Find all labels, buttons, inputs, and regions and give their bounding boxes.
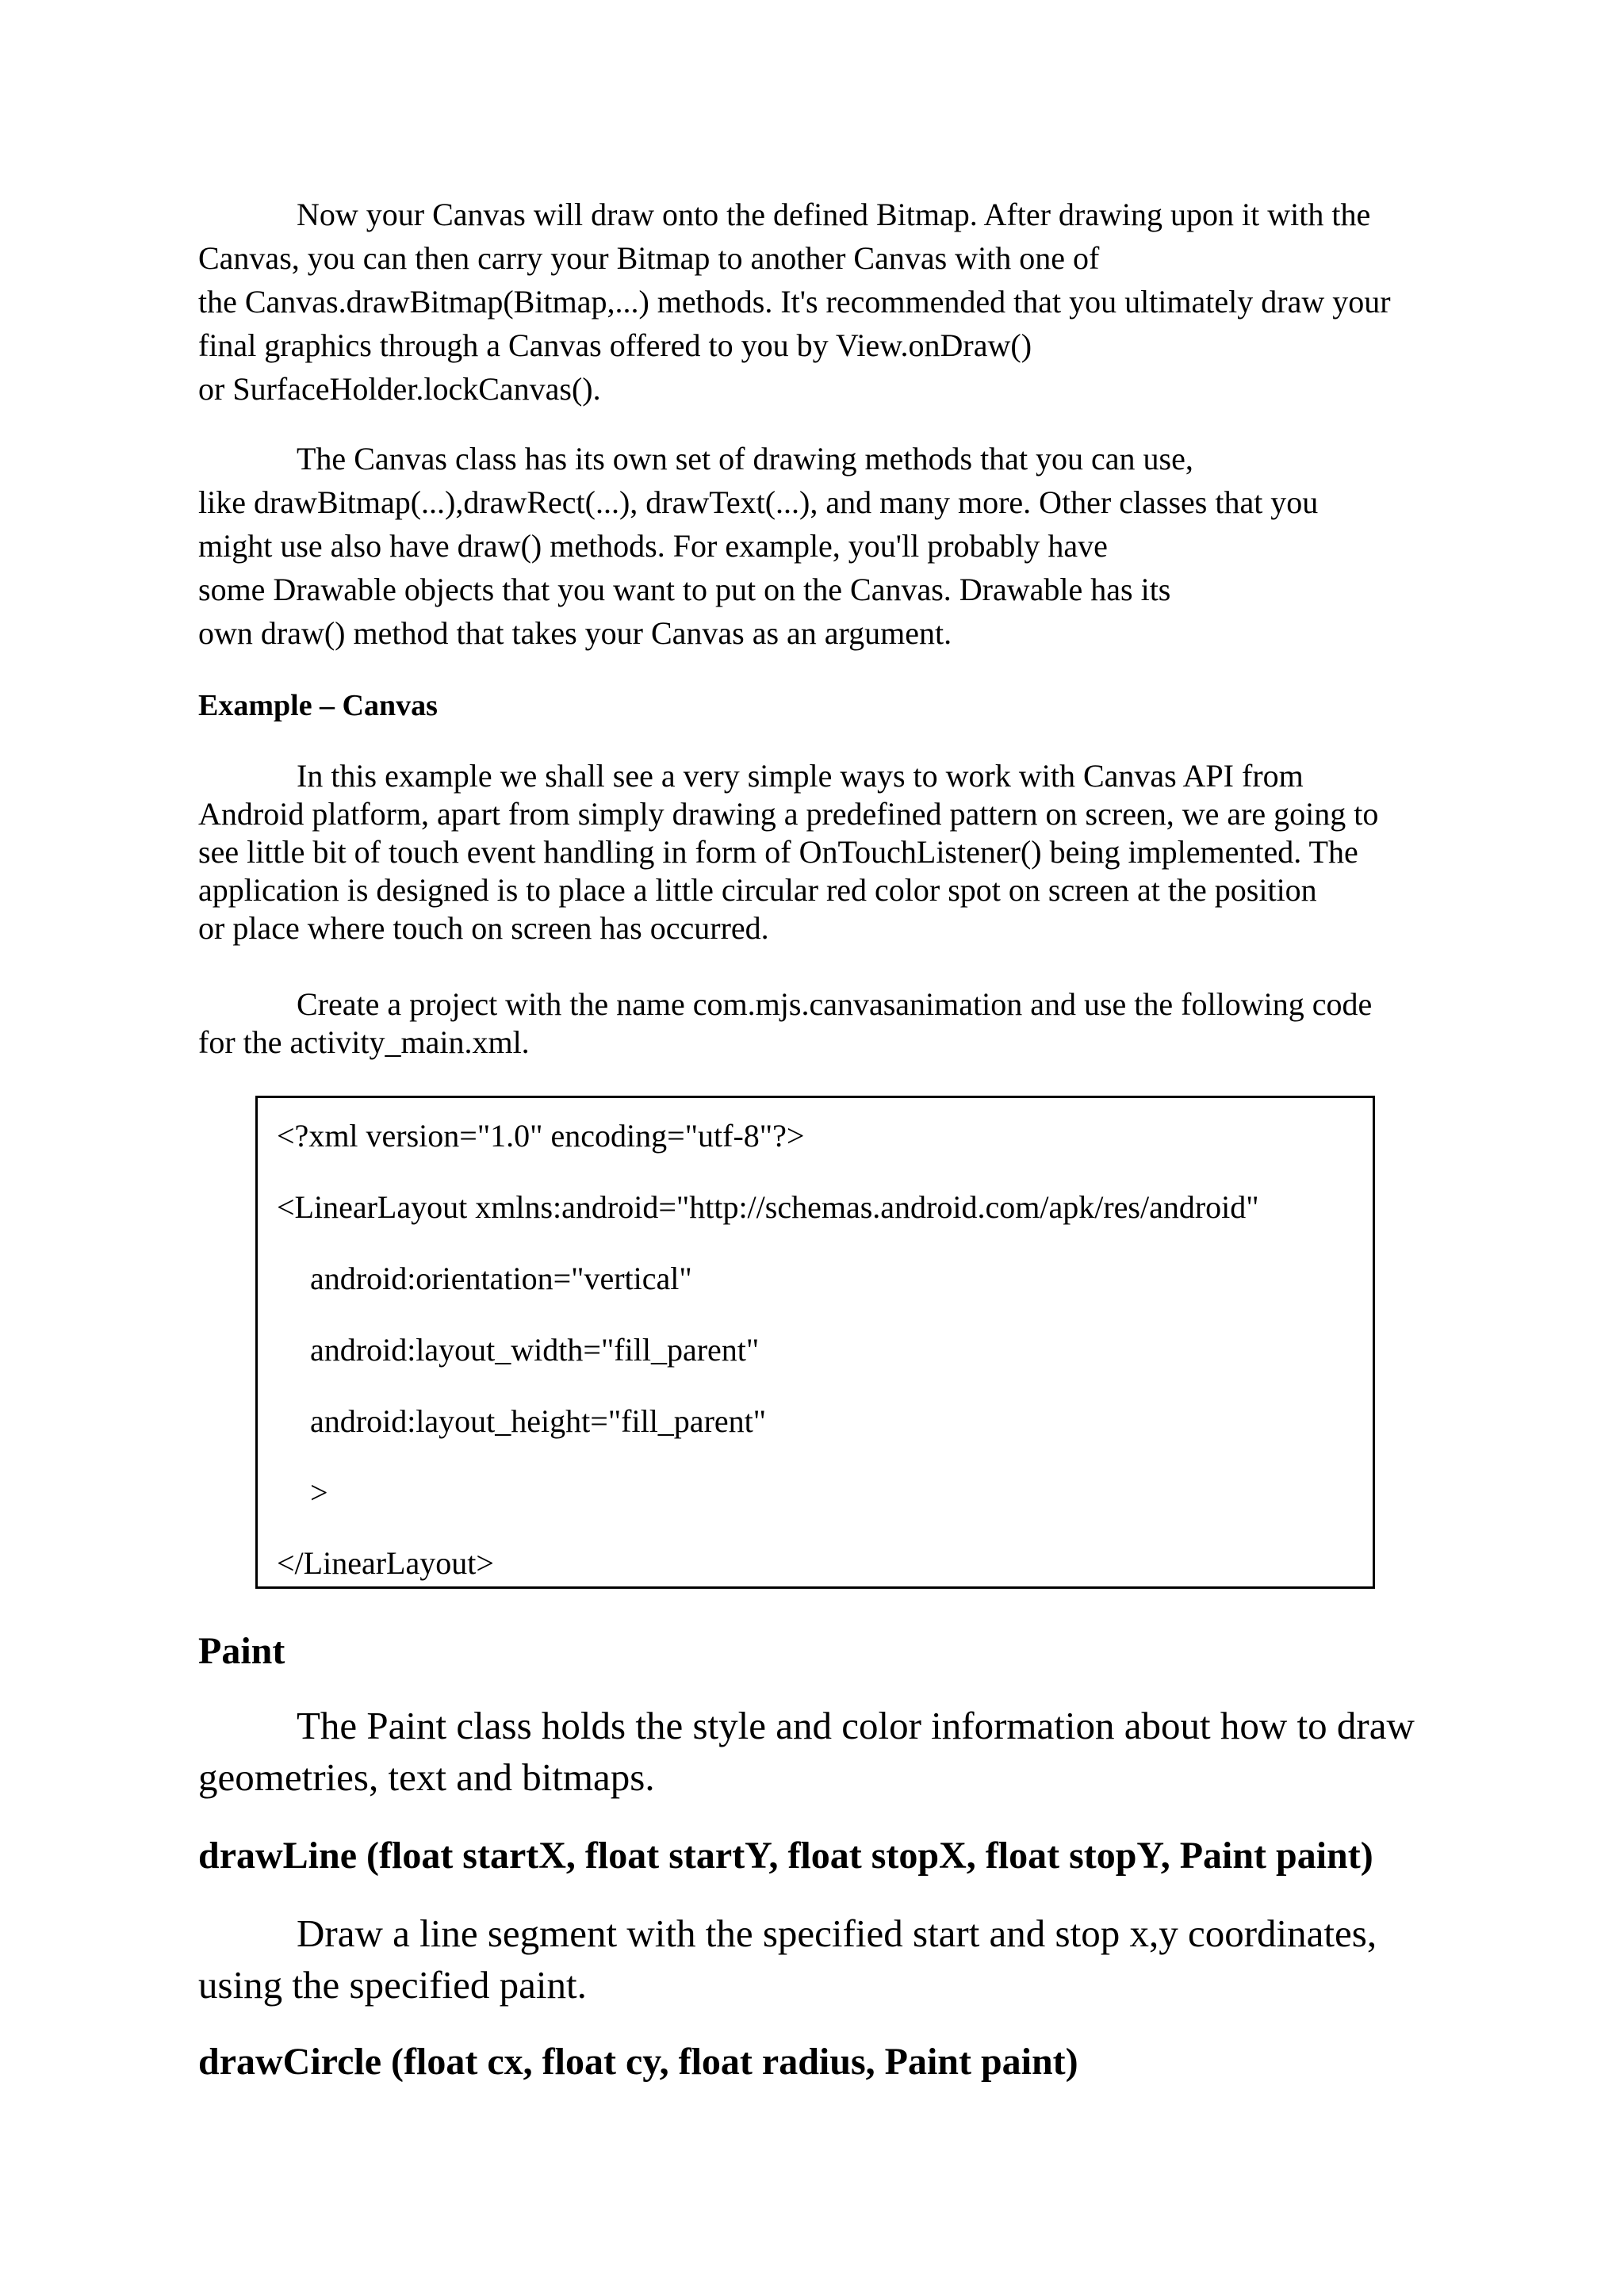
para2-line2: like drawBitmap(...),drawRect(...), drawText(...), and many more. Other classes that you bbox=[198, 484, 1319, 520]
para1-line1: Now your Canvas will draw onto the defined Bitmap. After drawing upon it with the bbox=[297, 197, 1371, 232]
example-heading: Example – Canvas bbox=[198, 689, 438, 722]
drawline-desc-line2: using the specified paint. bbox=[198, 1963, 587, 2007]
code-line: </LinearLayout> bbox=[277, 1545, 494, 1581]
para3-line1: In this example we shall see a very simple ways to work with Canvas API from bbox=[297, 758, 1304, 794]
drawline-desc-line1: Draw a line segment with the specified start and stop x,y coordinates, bbox=[297, 1911, 1377, 1955]
para1-line5: or SurfaceHolder.lockCanvas(). bbox=[198, 371, 601, 407]
para2-line3: might use also have draw() methods. For example, you'll probably have bbox=[198, 528, 1108, 564]
para3-line3: see little bit of touch event handling in form of OnTouchListener() being implemented. The bbox=[198, 834, 1358, 870]
code-line: android:orientation="vertical" bbox=[310, 1261, 692, 1296]
drawline-heading: drawLine (float startX, float startY, float stopX, float stopY, Paint paint) bbox=[198, 1835, 1373, 1877]
paint-desc-line1: The Paint class holds the style and color information about how to draw bbox=[297, 1704, 1415, 1747]
code-line: android:layout_height="fill_parent" bbox=[310, 1403, 767, 1439]
para2-line1: The Canvas class has its own set of drawing methods that you can use, bbox=[297, 441, 1193, 476]
para4-line1: Create a project with the name com.mjs.canvasanimation and use the following code bbox=[297, 986, 1373, 1022]
code-line: > bbox=[310, 1475, 328, 1510]
drawcircle-heading: drawCircle (float cx, float cy, float radius, Paint paint) bbox=[198, 2041, 1078, 2083]
paint-heading: Paint bbox=[198, 1630, 285, 1672]
paint-desc-line2: geometries, text and bitmaps. bbox=[198, 1755, 655, 1799]
para1-line2: Canvas, you can then carry your Bitmap to another Canvas with one of bbox=[198, 240, 1100, 276]
para2-line4: some Drawable objects that you want to put on the Canvas. Drawable has its bbox=[198, 572, 1171, 607]
code-line: <?xml version="1.0" encoding="utf-8"?> bbox=[277, 1118, 805, 1154]
code-line: <LinearLayout xmlns:android="http://schemas.android.com/apk/res/android" bbox=[277, 1189, 1259, 1225]
para4-line2: for the activity_main.xml. bbox=[198, 1024, 530, 1060]
para2-line5: own draw() method that takes your Canvas as an argument. bbox=[198, 615, 952, 651]
para1-line3: the Canvas.drawBitmap(Bitmap,...) methods. It's recommended that you ultimately draw your bbox=[198, 284, 1391, 320]
code-line: android:layout_width="fill_parent" bbox=[310, 1332, 760, 1368]
para1-line4: final graphics through a Canvas offered to you by View.onDraw() bbox=[198, 327, 1032, 363]
para3-line4: application is designed is to place a little circular red color spot on screen at the position bbox=[198, 872, 1317, 908]
code-block bbox=[255, 1096, 1375, 1589]
para3-line5: or place where touch on screen has occurred. bbox=[198, 910, 769, 946]
para3-line2: Android platform, apart from simply drawing a predefined pattern on screen, we are going to bbox=[198, 796, 1379, 832]
